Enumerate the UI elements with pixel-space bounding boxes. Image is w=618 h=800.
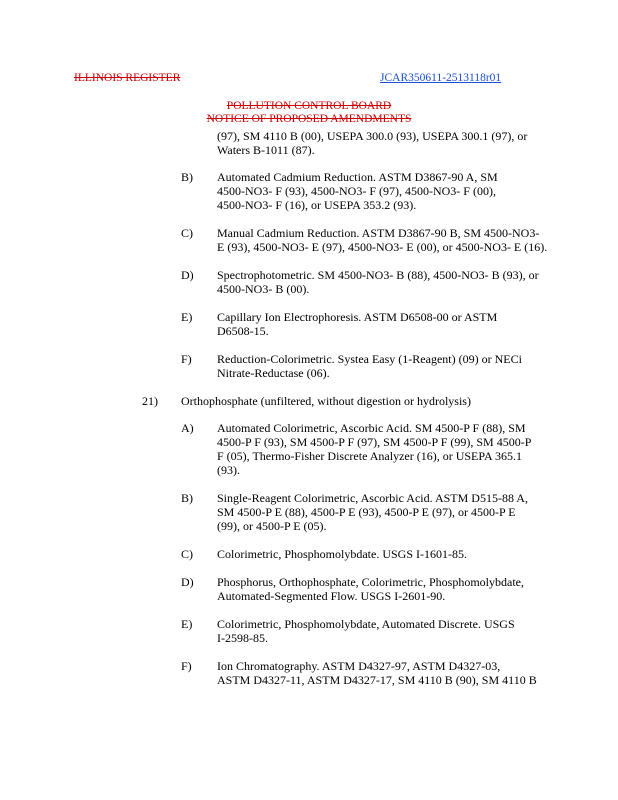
item-marker: B)	[181, 491, 193, 505]
item-marker: F)	[181, 659, 192, 673]
agency-heading: POLLUTION CONTROL BOARD	[226, 100, 392, 112]
item-text-line: Nitrate-Reductase (06).	[217, 366, 330, 380]
item-text-line: (99), or 4500-P E (05).	[217, 519, 327, 533]
item-text-line: Manual Cadmium Reduction. ASTM D3867-90 B, SM 4500-NO3-	[217, 226, 540, 240]
item-text-line: Spectrophotometric. SM 4500-NO3- B (88), 4500-NO3- B (93), or	[217, 268, 539, 282]
item-text-line: (93).	[217, 463, 240, 477]
item-text-line: Automated Cadmium Reduction. ASTM D3867-90 A, SM	[217, 170, 498, 184]
item-text-line: E (93), 4500-NO3- E (97), 4500-NO3- E (00), or 4500-NO3- E (16).	[217, 240, 548, 254]
item-marker: C)	[181, 226, 193, 240]
continuation-line: Waters B-1011 (87).	[217, 143, 315, 157]
item-text-line: Ion Chromatography. ASTM D4327-97, ASTM D4327-03,	[217, 659, 501, 673]
item-marker: C)	[181, 547, 193, 561]
item-text-line: Colorimetric, Phosphomolybdate. USGS I-1601-85.	[217, 547, 467, 561]
continuation-line: (97), SM 4110 B (00), USEPA 300.0 (93), USEPA 300.1 (97), or	[217, 129, 528, 143]
item-marker: B)	[181, 170, 193, 184]
register-header: ILLINOIS REGISTER	[74, 72, 181, 84]
item-text-line: 4500-P F (93), SM 4500-P F (97), SM 4500-P F (99), SM 4500-P	[217, 435, 532, 449]
item-marker: D)	[181, 575, 194, 589]
item-marker: F)	[181, 352, 192, 366]
item-text-line: Single-Reagent Colorimetric, Ascorbic Acid. ASTM D515-88 A,	[217, 491, 528, 505]
item-text-line: Reduction-Colorimetric. Systea Easy (1-Reagent) (09) or NECi	[217, 352, 522, 366]
item-marker: D)	[181, 268, 194, 282]
item-marker: A)	[181, 421, 194, 435]
item-text-line: Automated-Segmented Flow. USGS I-2601-90.	[217, 589, 446, 603]
jcar-reference: JCAR350611-2513118r01	[380, 72, 502, 84]
item-text-line: Capillary Ion Electrophoresis. ASTM D6508-00 or ASTM	[217, 310, 498, 324]
item-marker: E)	[181, 310, 193, 324]
item-text-line: ASTM D4327-11, ASTM D4327-17, SM 4110 B (90), SM 4110 B	[217, 673, 537, 687]
item-text-line: D6508-15.	[217, 324, 269, 338]
item-text-line: 4500-NO3- F (16), or USEPA 353.2 (93).	[217, 198, 417, 212]
item-number: 21)	[142, 394, 158, 408]
notice-heading: NOTICE OF PROPOSED AMENDMENTS	[206, 113, 412, 125]
section-title: Orthophosphate (unfiltered, without digestion or hydrolysis)	[181, 394, 471, 408]
item-text-line: 4500-NO3- B (00).	[217, 282, 310, 296]
item-marker: E)	[181, 617, 193, 631]
item-text-line: Automated Colorimetric, Ascorbic Acid. SM 4500-P F (88), SM	[217, 421, 526, 435]
item-text-line: F (05), Thermo-Fisher Discrete Analyzer (16), or USEPA 365.1	[217, 449, 522, 463]
item-text-line: SM 4500-P E (88), 4500-P E (93), 4500-P E (97), or 4500-P E	[217, 505, 516, 519]
item-text-line: I-2598-85.	[217, 631, 268, 645]
item-text-line: Phosphorus, Orthophosphate, Colorimetric, Phosphomolybdate,	[217, 575, 524, 589]
item-text-line: Colorimetric, Phosphomolybdate, Automated Discrete. USGS	[217, 617, 515, 631]
item-text-line: 4500-NO3- F (93), 4500-NO3- F (97), 4500-NO3- F (00),	[217, 184, 496, 198]
